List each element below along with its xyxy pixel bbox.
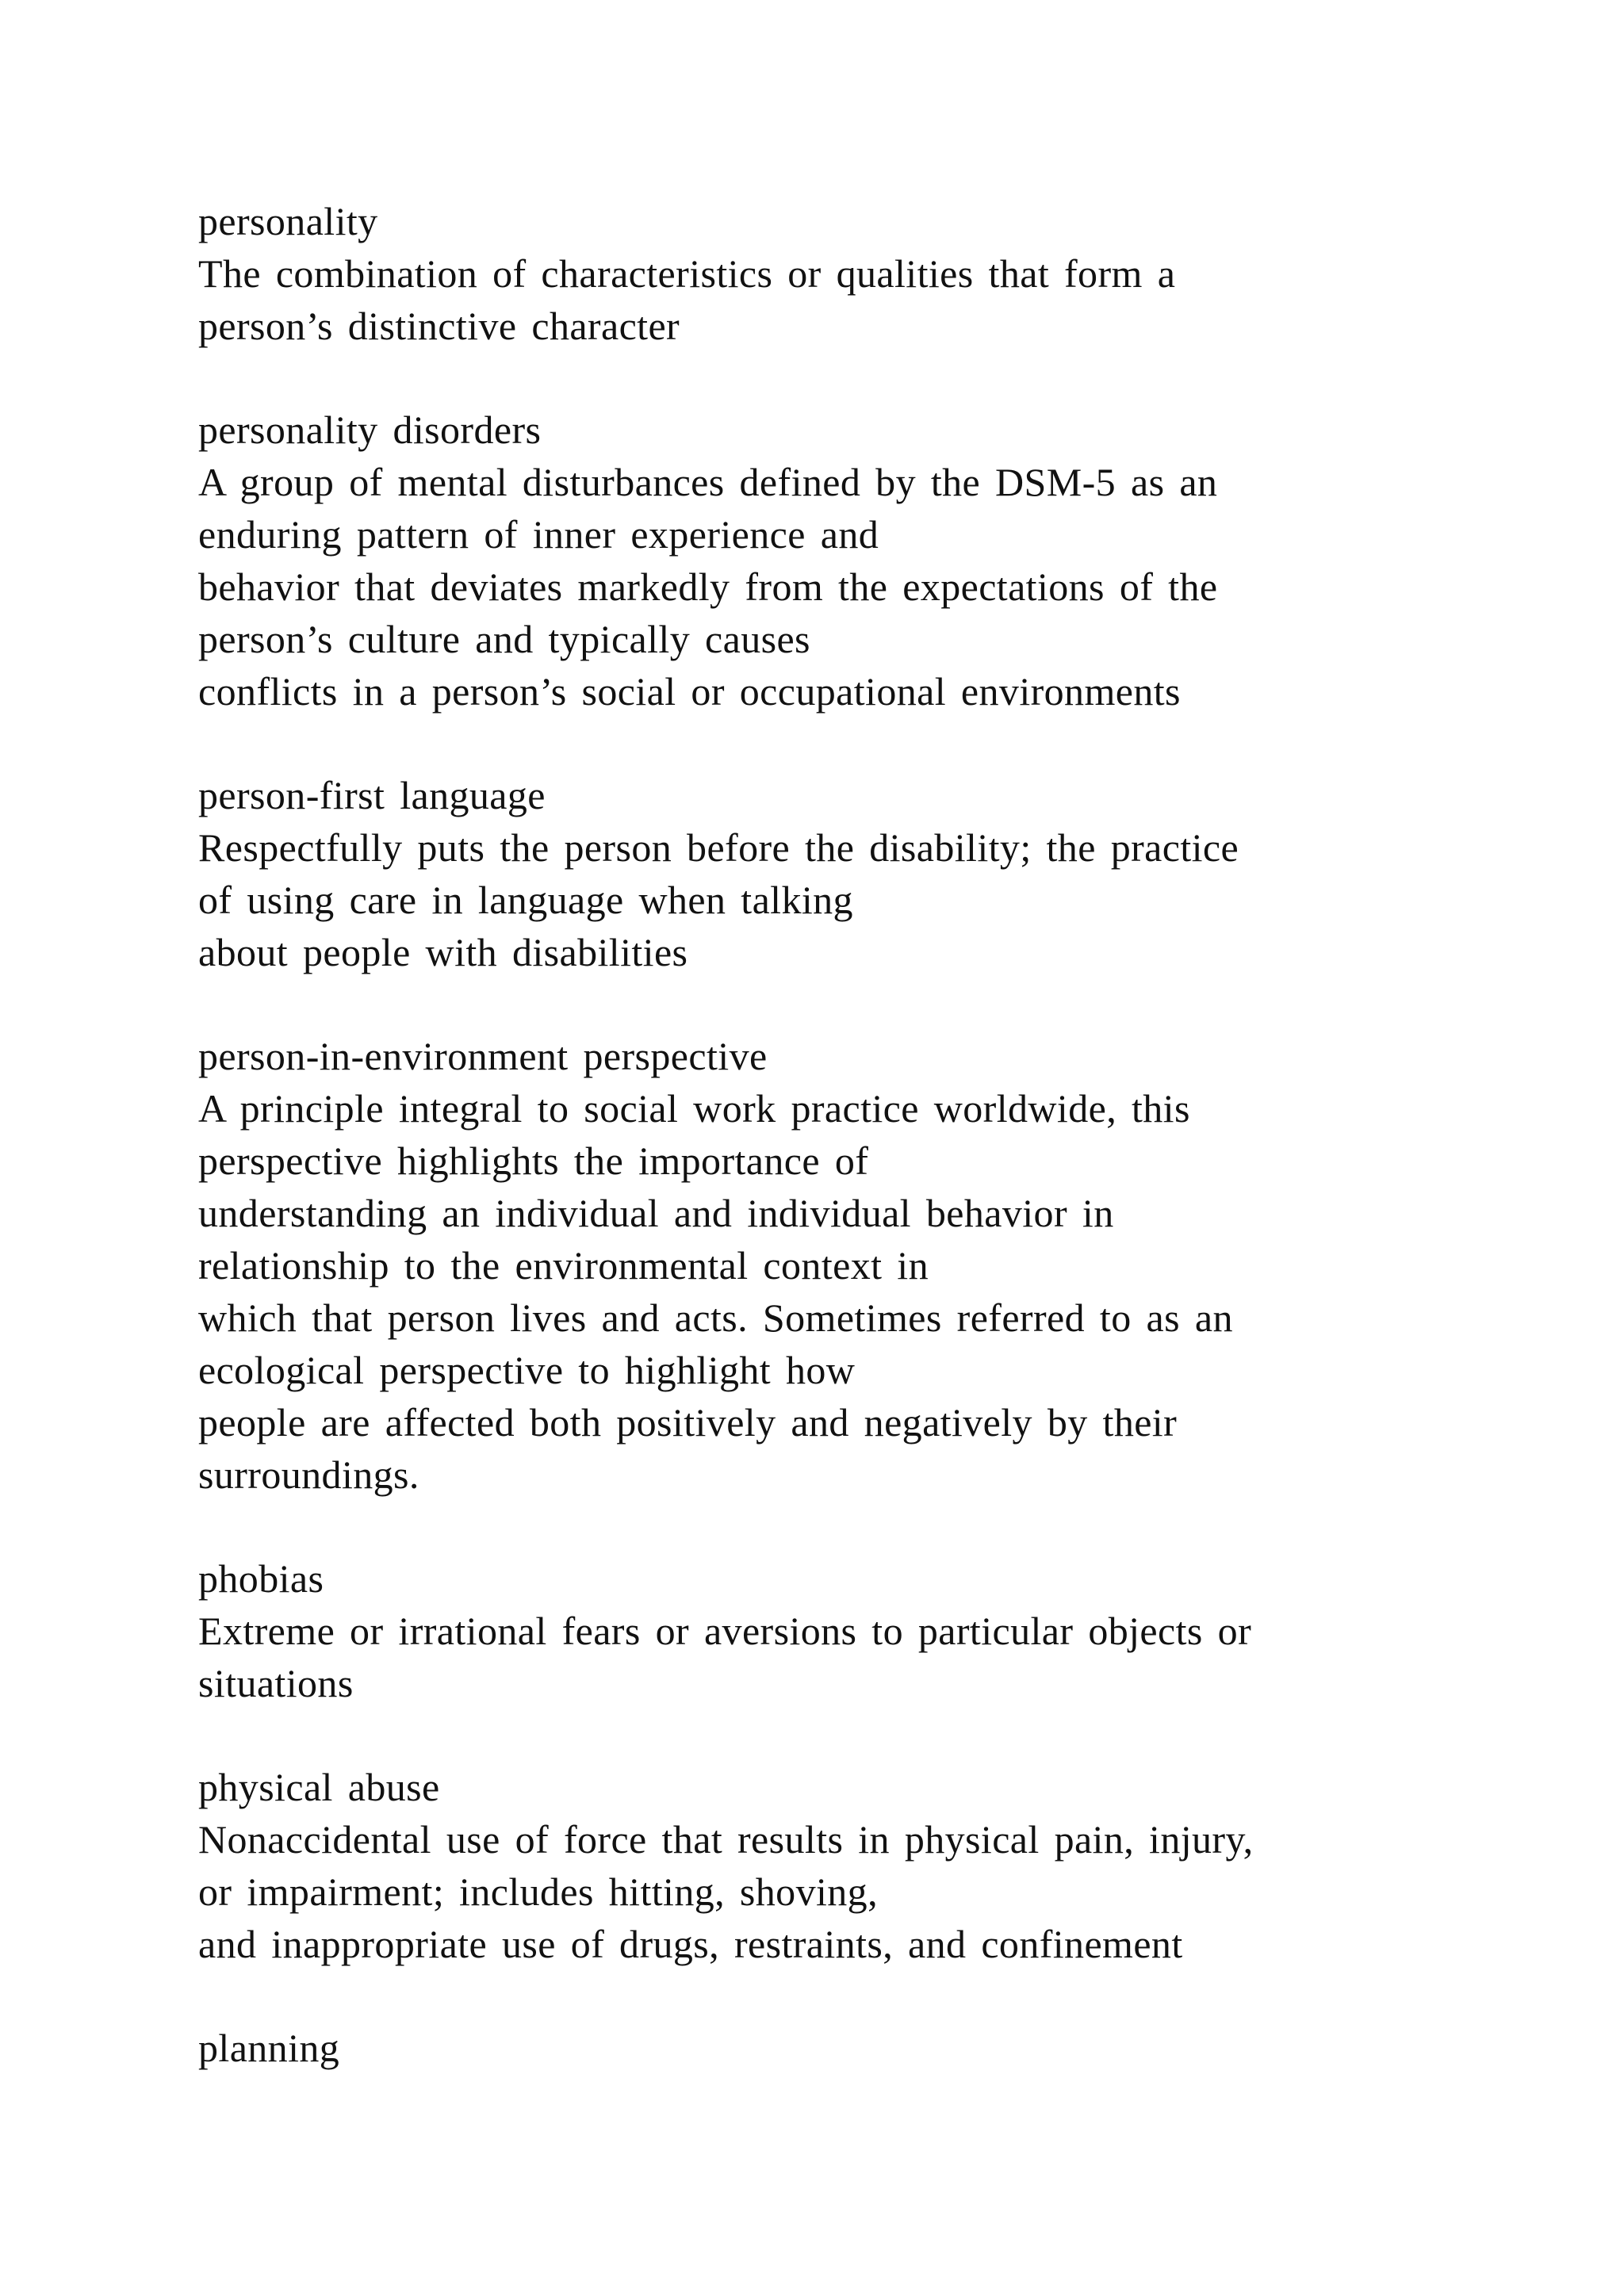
glossary-term: phobias bbox=[198, 1556, 324, 1601]
entry-spacer bbox=[198, 978, 1499, 1030]
definition-line: or impairment; includes hitting, shoving, bbox=[198, 1869, 878, 1914]
definition-line: enduring pattern of inner experience and bbox=[198, 512, 879, 557]
definition-line: Respectfully puts the person before the disability; the practice bbox=[198, 825, 1239, 870]
definition-line: Extreme or irrational fears or aversions to particular objects or bbox=[198, 1609, 1252, 1653]
definition-line: and inappropriate use of drugs, restraints, and confinement bbox=[198, 1922, 1183, 1966]
glossary-entry bbox=[198, 2022, 1499, 2074]
glossary-entry bbox=[198, 1552, 1499, 1709]
definition-line: which that person lives and acts. Sometimes referred to as an bbox=[198, 1295, 1233, 1340]
glossary-entry bbox=[198, 769, 1499, 978]
definition-line: conflicts in a person’s social or occupational environments bbox=[198, 669, 1181, 714]
glossary-term: personality disorders bbox=[198, 408, 542, 452]
definition-line: The combination of characteristics or qualities that form a bbox=[198, 251, 1176, 296]
glossary-entry bbox=[198, 1761, 1499, 1970]
definition-line: person’s distinctive character bbox=[198, 304, 680, 348]
glossary-content bbox=[198, 195, 1499, 2074]
definition-line: ecological perspective to highlight how bbox=[198, 1348, 856, 1392]
glossary-term: person-in-environment perspective bbox=[198, 1034, 768, 1078]
definition-line: behavior that deviates markedly from the expectations of the bbox=[198, 564, 1218, 609]
glossary-entry bbox=[198, 195, 1499, 352]
glossary-entry bbox=[198, 404, 1499, 718]
entry-spacer bbox=[198, 352, 1499, 404]
entry-spacer bbox=[198, 1501, 1499, 1552]
definition-line: about people with disabilities bbox=[198, 930, 688, 974]
definition-line: people are affected both positively and negatively by their bbox=[198, 1400, 1178, 1445]
definition-line: understanding an individual and individual behavior in bbox=[198, 1191, 1114, 1235]
definition-line: perspective highlights the importance of bbox=[198, 1138, 869, 1183]
glossary-term: personality bbox=[198, 199, 378, 243]
entry-spacer bbox=[198, 1709, 1499, 1761]
glossary-term: person-first language bbox=[198, 773, 546, 817]
definition-line: person’s culture and typically causes bbox=[198, 617, 810, 661]
definition-line: situations bbox=[198, 1661, 354, 1705]
entry-spacer bbox=[198, 1970, 1499, 2022]
definition-line: A principle integral to social work practice worldwide, this bbox=[198, 1086, 1190, 1131]
definition-line: A group of mental disturbances defined by the DSM-5 as an bbox=[198, 460, 1218, 504]
glossary-term: physical abuse bbox=[198, 1765, 440, 1809]
glossary-entry bbox=[198, 1030, 1499, 1501]
entry-spacer bbox=[198, 718, 1499, 769]
definition-line: surroundings. bbox=[198, 1452, 419, 1497]
glossary-term: planning bbox=[198, 2026, 340, 2070]
definition-line: relationship to the environmental context in bbox=[198, 1243, 929, 1288]
definition-line: Nonaccidental use of force that results in physical pain, injury, bbox=[198, 1817, 1254, 1862]
definition-line: of using care in language when talking bbox=[198, 878, 853, 922]
